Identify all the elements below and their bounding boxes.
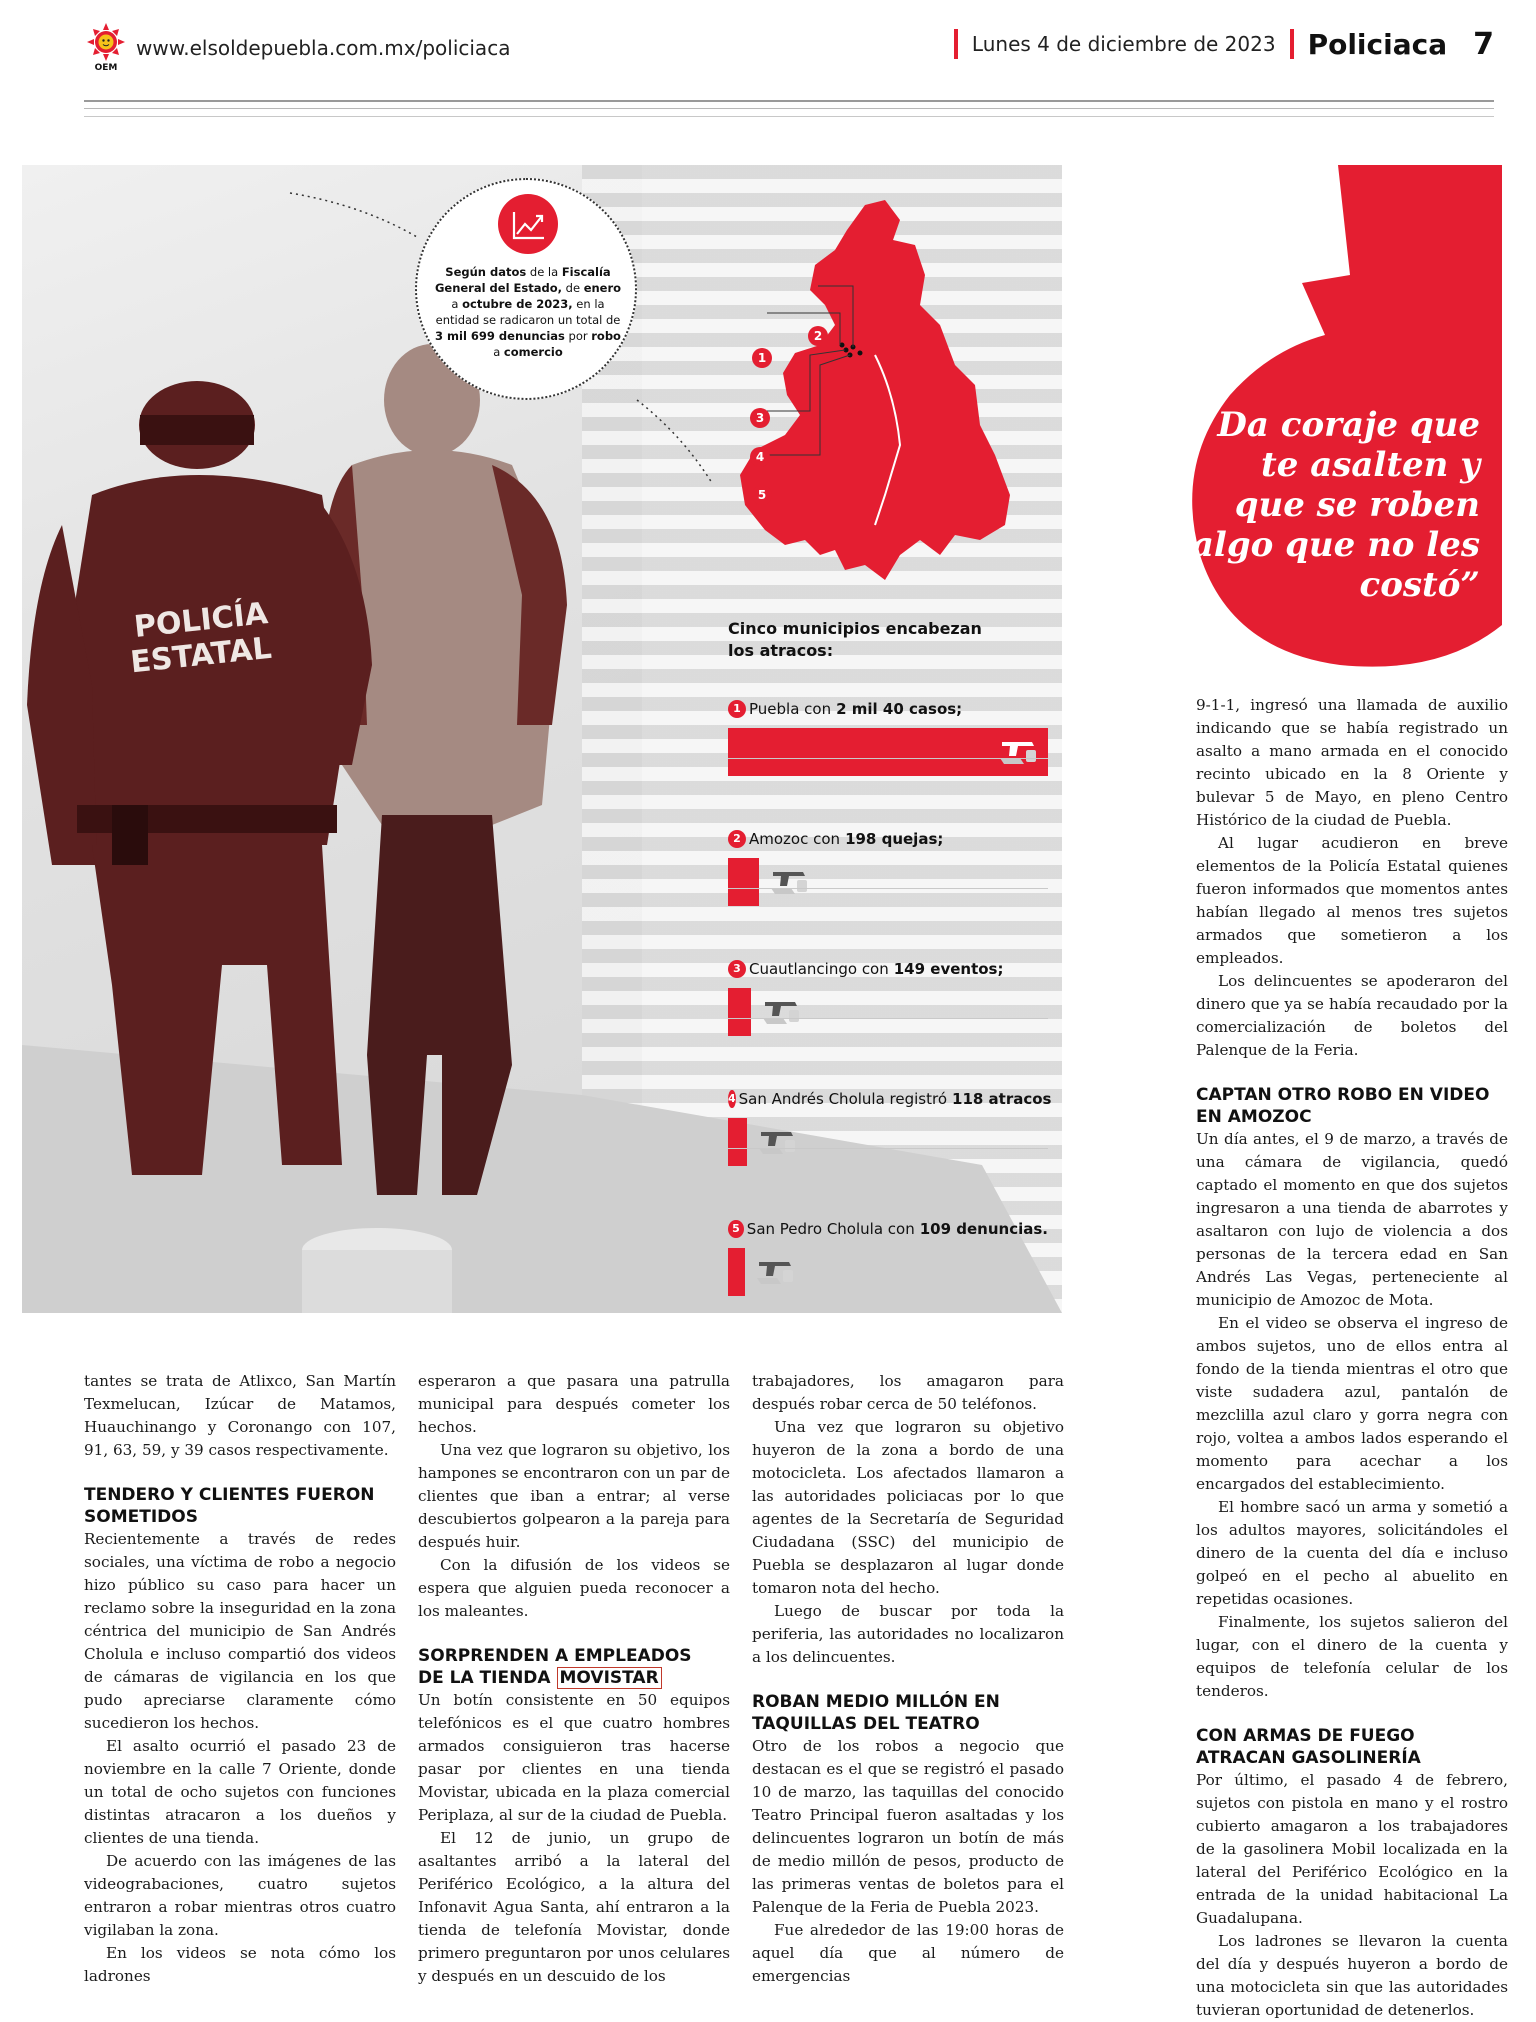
paragraph: Otro de los robos a negocio que destacan es el que se registró el pasado 10 de marzo, las taquillas del conocido Teatro Principal fueron asaltadas y los delincuentes lograron un botín de más de medio millón de pesos, producto de las primeras ventas de boletos para el Palenque de la Feria de Puebla 2023. [752,1737,1064,1916]
item-count: 109 denuncias. [919,1220,1048,1238]
paragraph: Con la difusión de los videos se espera que alguien pueda reconocer a los maleantes. [418,1556,730,1620]
callout-fragment: a [493,345,504,359]
case-bar [728,988,751,1036]
map-marker-3: 3 [750,408,770,428]
bar-row [728,988,1048,1040]
article-column-4 [1196,694,1508,2022]
rising-chart-icon [498,194,558,254]
infographic-item-label [728,700,1048,718]
item-divider [728,1018,1048,1019]
subheading-line1: SORPRENDEN A EMPLEADOS [418,1646,692,1666]
handgun-icon [757,1124,801,1158]
item-number: 1 [728,700,746,718]
paragraph: Recientemente a través de redes sociales, una víctima de robo a negocio hizo público su caso para hacer un reclamo sobre la inseguridad en la zona céntrica del municipio de San Andrés Cholula e incluso compartió dos videos de cámaras de vigilancia en los que pudo apreciarse claramente cómo sucedieron los hechos. [84,1530,396,1732]
item-number: 4 [728,1090,736,1108]
paragraph: trabajadores, los amagaron para después robar cerca de 50 teléfonos. [752,1372,1064,1413]
handgun-icon [761,994,805,1028]
stats-callout [415,178,637,400]
site-url[interactable]: www.elsoldepuebla.com.mx/policiaca [136,36,511,60]
paragraph: Luego de buscar por toda la periferia, las autoridades no localizaron a los delincuentes. [752,1602,1064,1666]
infographic-item [728,960,1048,1040]
paragraph: En el video se observa el ingreso de ambos sujetos, uno de ellos entra al fondo de la tienda mientras el otro que viste sudadera azul, pantalón de mezclilla azul claro y gorra negra con rojo, voltea a ambos lados esperando el momento para acechar a los encargados del establecimiento. [1196,1314,1508,1493]
paragraph: Una vez que lograron su objetivo, los hampones se encontraron con un par de clientes que iban a entrar; al verse descubiertos golpearon a la pareja para después huir. [418,1441,730,1551]
paragraph: Por último, el pasado 4 de febrero, sujetos con pistola en mano y el rostro cubierto amagaron a los trabajadores de la gasolinera Mobil localizada en la lateral del Periférico Ecológico en la entrada de la unidad habitacional La Guadalupana. [1196,1771,1508,1927]
infographic-item-label [728,960,1048,978]
paragraph: De acuerdo con las imágenes de las videograbaciones, cuatro sujetos entraron a robar mientras otros cuatro vigilaban la zona. [84,1852,396,1939]
item-municipality: San Pedro Cholula con [746,1220,915,1238]
bar-row [728,1118,1048,1170]
logo-subtext: OEM [94,63,118,73]
map-marker-5: 5 [752,485,772,505]
vest-text-line2: ESTATAL [128,630,274,681]
sun-logo-icon [84,22,128,72]
page-number: 7 [1473,26,1494,62]
section-name: Policiaca [1307,27,1448,61]
article-column-3 [752,1370,1064,1988]
item-divider [728,888,1048,889]
map-marker-4: 4 [750,447,770,467]
item-count: 118 atracos [952,1090,1052,1108]
map-marker-2: 2 [808,326,828,346]
callout-text [431,264,625,360]
callout-fragment: comercio [503,345,563,359]
item-number: 5 [728,1220,744,1238]
case-bar [728,1248,745,1296]
paragraph: tantes se trata de Atlixco, San Martín Texmelucan, Izúcar de Matamos, Huauchinango y Coronango con 107, 91, 63, 59, y 39 casos respectivamente. [84,1372,396,1459]
handgun-icon [769,864,813,898]
issue-date: Lunes 4 de diciembre de 2023 [971,32,1276,56]
page-header [84,22,1494,72]
paragraph: esperaron a que pasara una patrulla municipal para después cometer los hechos. [418,1372,730,1436]
callout-fragment: de [562,281,584,295]
item-number: 3 [728,960,746,978]
item-count: 198 quejas; [845,830,944,848]
vest-text-line1: POLICÍA [132,596,270,645]
item-divider [728,758,1048,759]
paragraph: El 12 de junio, un grupo de asaltantes arribó a la lateral del Periférico Ecológico, a la altura del Infonavit Agua Santa, ahí entraron a la tienda de telefonía Movistar, donde primero preguntaron por unos celulares y después en un descuido de los [418,1829,730,1985]
item-divider [728,1148,1048,1149]
infographic-item [728,1090,1052,1170]
infographic-item-label [728,830,1048,848]
bar-row [728,728,1048,780]
paragraph: Al lugar acudieron en breve elementos de la Policía Estatal quienes fueron informados que momentos antes habían llegado al menos tres sujetos armados que sometieron a los empleados. [1196,834,1508,967]
header-divider [1290,29,1294,59]
infographic-item [728,700,1048,780]
item-municipality: Puebla con [749,700,832,718]
handgun-icon [755,1254,799,1288]
callout-fragment: en la entidad se radicaron un total de [435,297,621,327]
article-column-2 [418,1370,730,1988]
item-number: 2 [728,830,746,848]
header-rule [84,108,1494,109]
callout-fragment: a [451,297,463,311]
item-count: 149 eventos; [893,960,1004,978]
header-rule [84,100,1494,102]
bar-row [728,858,1048,910]
paragraph: Fue alrededor de las 19:00 horas de aquel día que al número de emergencias [752,1921,1064,1985]
callout-fragment: de la [526,265,562,279]
subheading: TENDERO Y CLIENTES FUERON SOMETIDOS [84,1485,375,1527]
header-divider [954,29,958,59]
item-municipality: San Andrés Cholula registró [738,1090,948,1108]
item-municipality: Cuautlancingo con [749,960,889,978]
article-column-1 [84,1370,396,1988]
paragraph: 9-1-1, ingresó una llamada de auxilio indicando que se había registrado un asalto a mano armada en el conocido recinto ubicado en la 8 Oriente y bulevar 5 de Mayo, en pleno Centro Histórico de la ciudad de Puebla. [1196,696,1508,829]
subheading-highlight: MOVISTAR [557,1667,662,1689]
subheading: CON ARMAS DE FUEGO ATRACAN GASOLINERÍA [1196,1726,1421,1768]
callout-fragment: octubre de 2023, [462,297,573,311]
header-meta [954,26,1494,62]
infographic-item [728,1220,1048,1300]
map-shape [725,195,1025,595]
paragraph: En los videos se nota cómo los ladrones [84,1944,396,1985]
handgun-icon [998,734,1042,768]
callout-fragment: por [564,329,592,343]
item-count: 2 mil 40 casos; [836,700,963,718]
header-rule [84,116,1494,117]
paragraph: Los ladrones se llevaron la cuenta del día y después huyeron a bordo de una motocicleta sin que las autoridades tuvieran oportunidad de detenerlos. [1196,1932,1508,2019]
puebla-map [725,195,1025,595]
paragraph: Finalmente, los sujetos salieron del lugar, con el dinero de la cuenta y equipos de telefonía celular de los tenderos. [1196,1613,1508,1700]
paragraph: El asalto ocurrió el pasado 23 de noviembre en la calle 7 Oriente, donde un total de ocho sujetos con funciones distintas atracaron a los dueños y clientes de una tienda. [84,1737,396,1847]
subheading-line2: DE LA TIENDA [418,1668,557,1688]
callout-fragment: robo [591,329,621,343]
paragraph: Un día antes, el 9 de marzo, a través de una cámara de vigilancia, quedó captado el momento en que dos sujetos ingresaron a una tienda de abarrotes y asaltaron con lujo de violencia a dos personas de la tercera edad en San Andrés Las Vegas, perteneciente al municipio de Amozoc de Mota. [1196,1130,1508,1309]
paragraph: Un botín consistente en 50 equipos telefónicos es el que cuatro hombres armados consiguieron tras hacerse pasar por clientes en una tienda Movistar, ubicada en la plaza comercial Periplaza, al sur de la ciudad de Puebla. [418,1691,730,1824]
infographic-item [728,830,1048,910]
callout-fragment: Según datos [445,265,527,279]
paragraph: El hombre sacó un arma y sometió a los adultos mayores, solicitándoles el dinero de la cuenta del día e incluso golpeó en el pecho al abuelito en repetidas ocasiones. [1196,1498,1508,1608]
case-bar [728,1118,747,1166]
callout-fragment: enero [583,281,622,295]
infographic-item-label [728,1090,1052,1108]
infographic-item-label [728,1220,1048,1238]
subheading [418,1645,730,1689]
infographic-title: Cinco municipios encabezan los atracos: [728,619,982,660]
map-marker-1: 1 [752,348,772,368]
callout-fragment: Fiscalía General del Estado, [434,265,611,295]
subheading: CAPTAN OTRO ROBO EN VIDEO EN AMOZOC [1196,1085,1490,1127]
callout-fragment: 3 mil 699 denuncias [435,329,565,343]
paragraph: Una vez que lograron su objetivo huyeron de la zona a bordo de una motocicleta. Los afectados llamaron a las autoridades policiacas por lo que agentes de la Secretaría de Seguridad Ciudadana (SSC) del municipio de Puebla se desplazaron al lugar donde tomaron nota del hecho. [752,1418,1064,1597]
case-bar [728,858,759,906]
subheading: ROBAN MEDIO MILLÓN EN TAQUILLAS DEL TEATRO [752,1692,1000,1734]
pull-quote: “Da coraje que te asalten y que se roben algo que no les costó” [1191,405,1480,605]
paragraph: Los delincuentes se apoderaron del dinero que ya se había recaudado por la comercialización de boletos del Palenque de la Feria. [1196,972,1508,1059]
bar-row [728,1248,1048,1300]
item-municipality: Amozoc con [749,830,841,848]
